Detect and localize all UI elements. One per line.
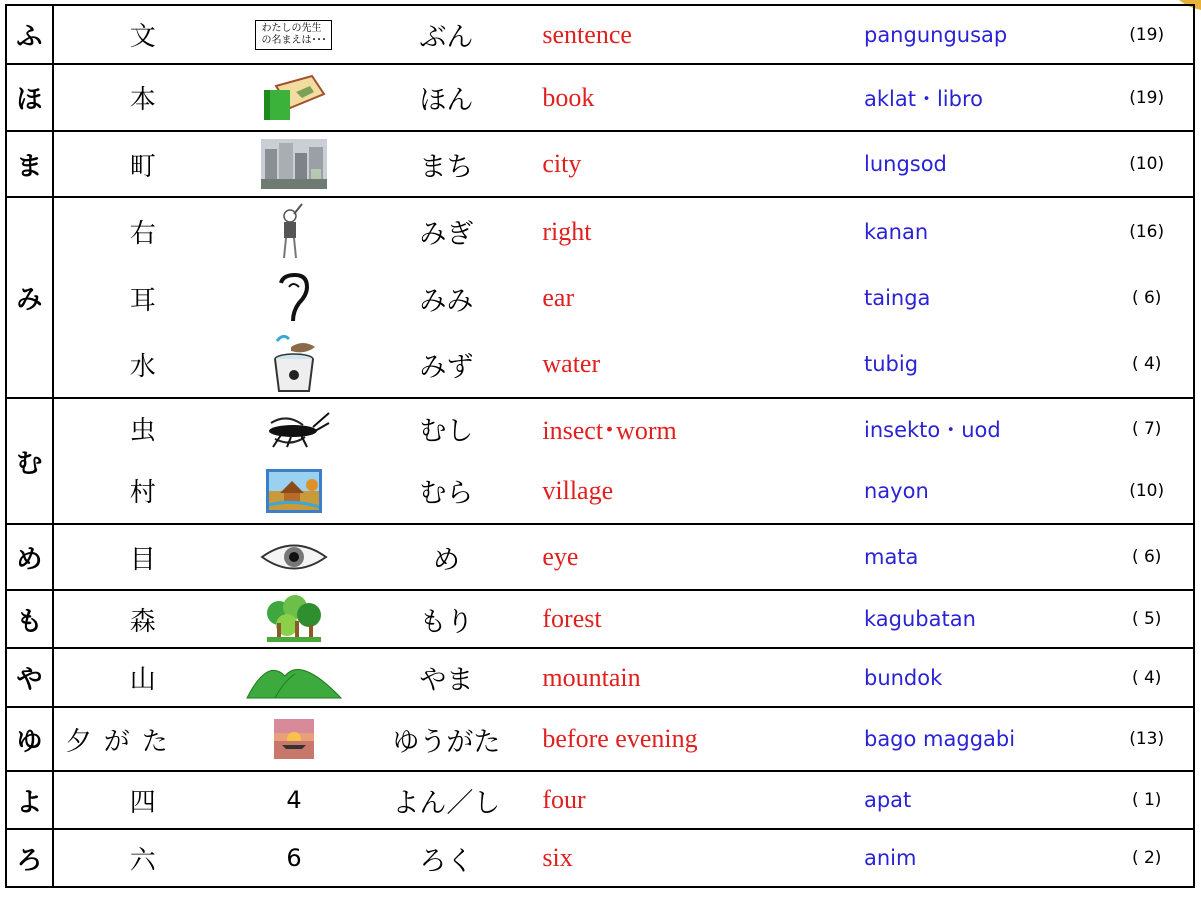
lesson-number: ( 1) [1100, 771, 1194, 829]
note-line: の名まえは･･･ [261, 34, 327, 46]
english-meaning: four [536, 771, 858, 829]
picture-cell [232, 331, 357, 398]
lesson-number: ( 6) [1100, 265, 1194, 331]
kana-letter: も [6, 590, 53, 648]
reading: ろく [356, 829, 536, 887]
filipino-meaning: kagubatan [858, 590, 1100, 648]
kanji: 森 [53, 590, 232, 648]
kanji: 右 [53, 197, 232, 265]
english-meaning: eye [536, 524, 858, 590]
lesson-number: ( 6) [1100, 524, 1194, 590]
filipino-meaning: nayon [858, 458, 1100, 524]
kanji: 町 [53, 131, 232, 197]
kana-letter: や [6, 648, 53, 707]
kana-letter: み [6, 197, 53, 398]
filipino-meaning: bundok [858, 648, 1100, 707]
vocab-row [6, 197, 1194, 265]
person-raising-right-hand-icon [274, 202, 314, 262]
water-bucket-icon [269, 333, 319, 395]
vocab-row [6, 398, 1194, 458]
english-meaning: sentence [536, 5, 858, 64]
kanji: 目 [53, 524, 232, 590]
vocab-row [6, 131, 1194, 197]
ear-icon [277, 273, 311, 323]
forest-picture [265, 595, 323, 643]
kanji: 夕がた [53, 707, 232, 771]
picture-cell [232, 590, 357, 648]
english-meaning: forest [536, 590, 858, 648]
picture-cell [232, 265, 357, 331]
lesson-number: (13) [1100, 707, 1194, 771]
kana-letter: ふ [6, 5, 53, 64]
mountain-icon [245, 656, 343, 700]
kana-letter: よ [6, 771, 53, 829]
reading: みず [356, 331, 536, 398]
kanji: 水 [53, 331, 232, 398]
note-line: わたしの先生 [261, 22, 322, 34]
kanji: 村 [53, 458, 232, 524]
reading: みみ [419, 285, 474, 317]
filipino-meaning: insekto・uod [858, 398, 1100, 458]
reading: ゆうがた [356, 707, 536, 771]
kana-letter: ま [6, 131, 53, 197]
picture-cell [232, 5, 357, 64]
lesson-number: ( 7) [1100, 398, 1194, 458]
kana-letter: ゆ [6, 707, 53, 771]
english-meaning: insect･worm [536, 398, 858, 458]
kanji: 山 [53, 648, 232, 707]
reading: ほん [356, 64, 536, 131]
reading: もり [356, 590, 536, 648]
picture-cell [232, 458, 357, 524]
kanji: 文 [53, 5, 232, 64]
kanji: 虫 [53, 398, 232, 458]
picture-cell [232, 197, 357, 265]
english-meaning: mountain [536, 648, 858, 707]
insect-icon [257, 409, 331, 449]
filipino-meaning: anim [858, 829, 1100, 887]
vocab-row [6, 64, 1194, 131]
vocab-row [6, 829, 1194, 887]
vocab-row [6, 771, 1194, 829]
english-meaning: six [536, 829, 858, 887]
english-meaning: before evening [536, 707, 858, 771]
vocabulary-table [5, 4, 1195, 888]
picture-cell [232, 64, 357, 131]
reading: よん／し [356, 771, 536, 829]
kanji: 四 [53, 771, 232, 829]
lesson-number: ( 4) [1100, 648, 1194, 707]
picture-cell [232, 131, 357, 197]
reading: まち [356, 131, 536, 197]
reading: め [356, 524, 536, 590]
kanji: 耳 [129, 285, 156, 316]
filipino-meaning: apat [858, 771, 1100, 829]
english-meaning: ear [542, 283, 575, 312]
filipino-meaning: tubig [858, 331, 1100, 398]
reading: やま [356, 648, 536, 707]
sunset-picture [274, 719, 314, 759]
lesson-number: (19) [1100, 64, 1194, 131]
filipino-meaning: aklat・libro [858, 64, 1100, 131]
picture-cell [232, 398, 357, 458]
picture-number: 4 [232, 771, 357, 829]
book-icon [262, 74, 326, 122]
english-meaning: book [536, 64, 858, 131]
lesson-number: ( 5) [1100, 590, 1194, 648]
vocab-row [6, 524, 1194, 590]
lesson-number: ( 4) [1100, 331, 1194, 398]
picture-cell [232, 524, 357, 590]
lesson-number: (10) [1100, 131, 1194, 197]
picture-cell [232, 707, 357, 771]
english-meaning: city [536, 131, 858, 197]
vocab-row [6, 590, 1194, 648]
city-photo [261, 139, 327, 189]
vocab-row [6, 648, 1194, 707]
picture-cell [232, 648, 357, 707]
vocab-row [6, 5, 1194, 64]
vocab-row [6, 265, 1194, 331]
filipino-meaning: mata [858, 524, 1100, 590]
lesson-number: (19) [1100, 5, 1194, 64]
kana-letter: め [6, 524, 53, 590]
reading: むら [356, 458, 536, 524]
vocab-row [6, 707, 1194, 771]
kana-letter: ろ [6, 829, 53, 887]
filipino-meaning: tainga [863, 286, 931, 310]
kana-letter: ほ [6, 64, 53, 131]
picture-number: 6 [232, 829, 357, 887]
filipino-meaning: bago maggabi [858, 707, 1100, 771]
filipino-meaning: kanan [858, 197, 1100, 265]
village-picture [266, 469, 322, 513]
lesson-number: ( 2) [1100, 829, 1194, 887]
reading: むし [356, 398, 536, 458]
vocab-row [6, 331, 1194, 398]
kana-letter: む [6, 398, 53, 524]
kanji: 六 [53, 829, 232, 887]
english-meaning: right [536, 197, 858, 265]
english-meaning: water [536, 331, 858, 398]
filipino-meaning: pangungusap [858, 5, 1100, 64]
kanji: 本 [53, 64, 232, 131]
lesson-number: (10) [1100, 458, 1194, 524]
filipino-meaning: lungsod [858, 131, 1100, 197]
vocab-row [6, 458, 1194, 524]
reading: ぶん [356, 5, 536, 64]
reading: みぎ [356, 197, 536, 265]
eye-icon [260, 540, 328, 574]
lesson-number: (16) [1100, 197, 1194, 265]
english-meaning: village [536, 458, 858, 524]
note-card-icon [255, 20, 332, 50]
